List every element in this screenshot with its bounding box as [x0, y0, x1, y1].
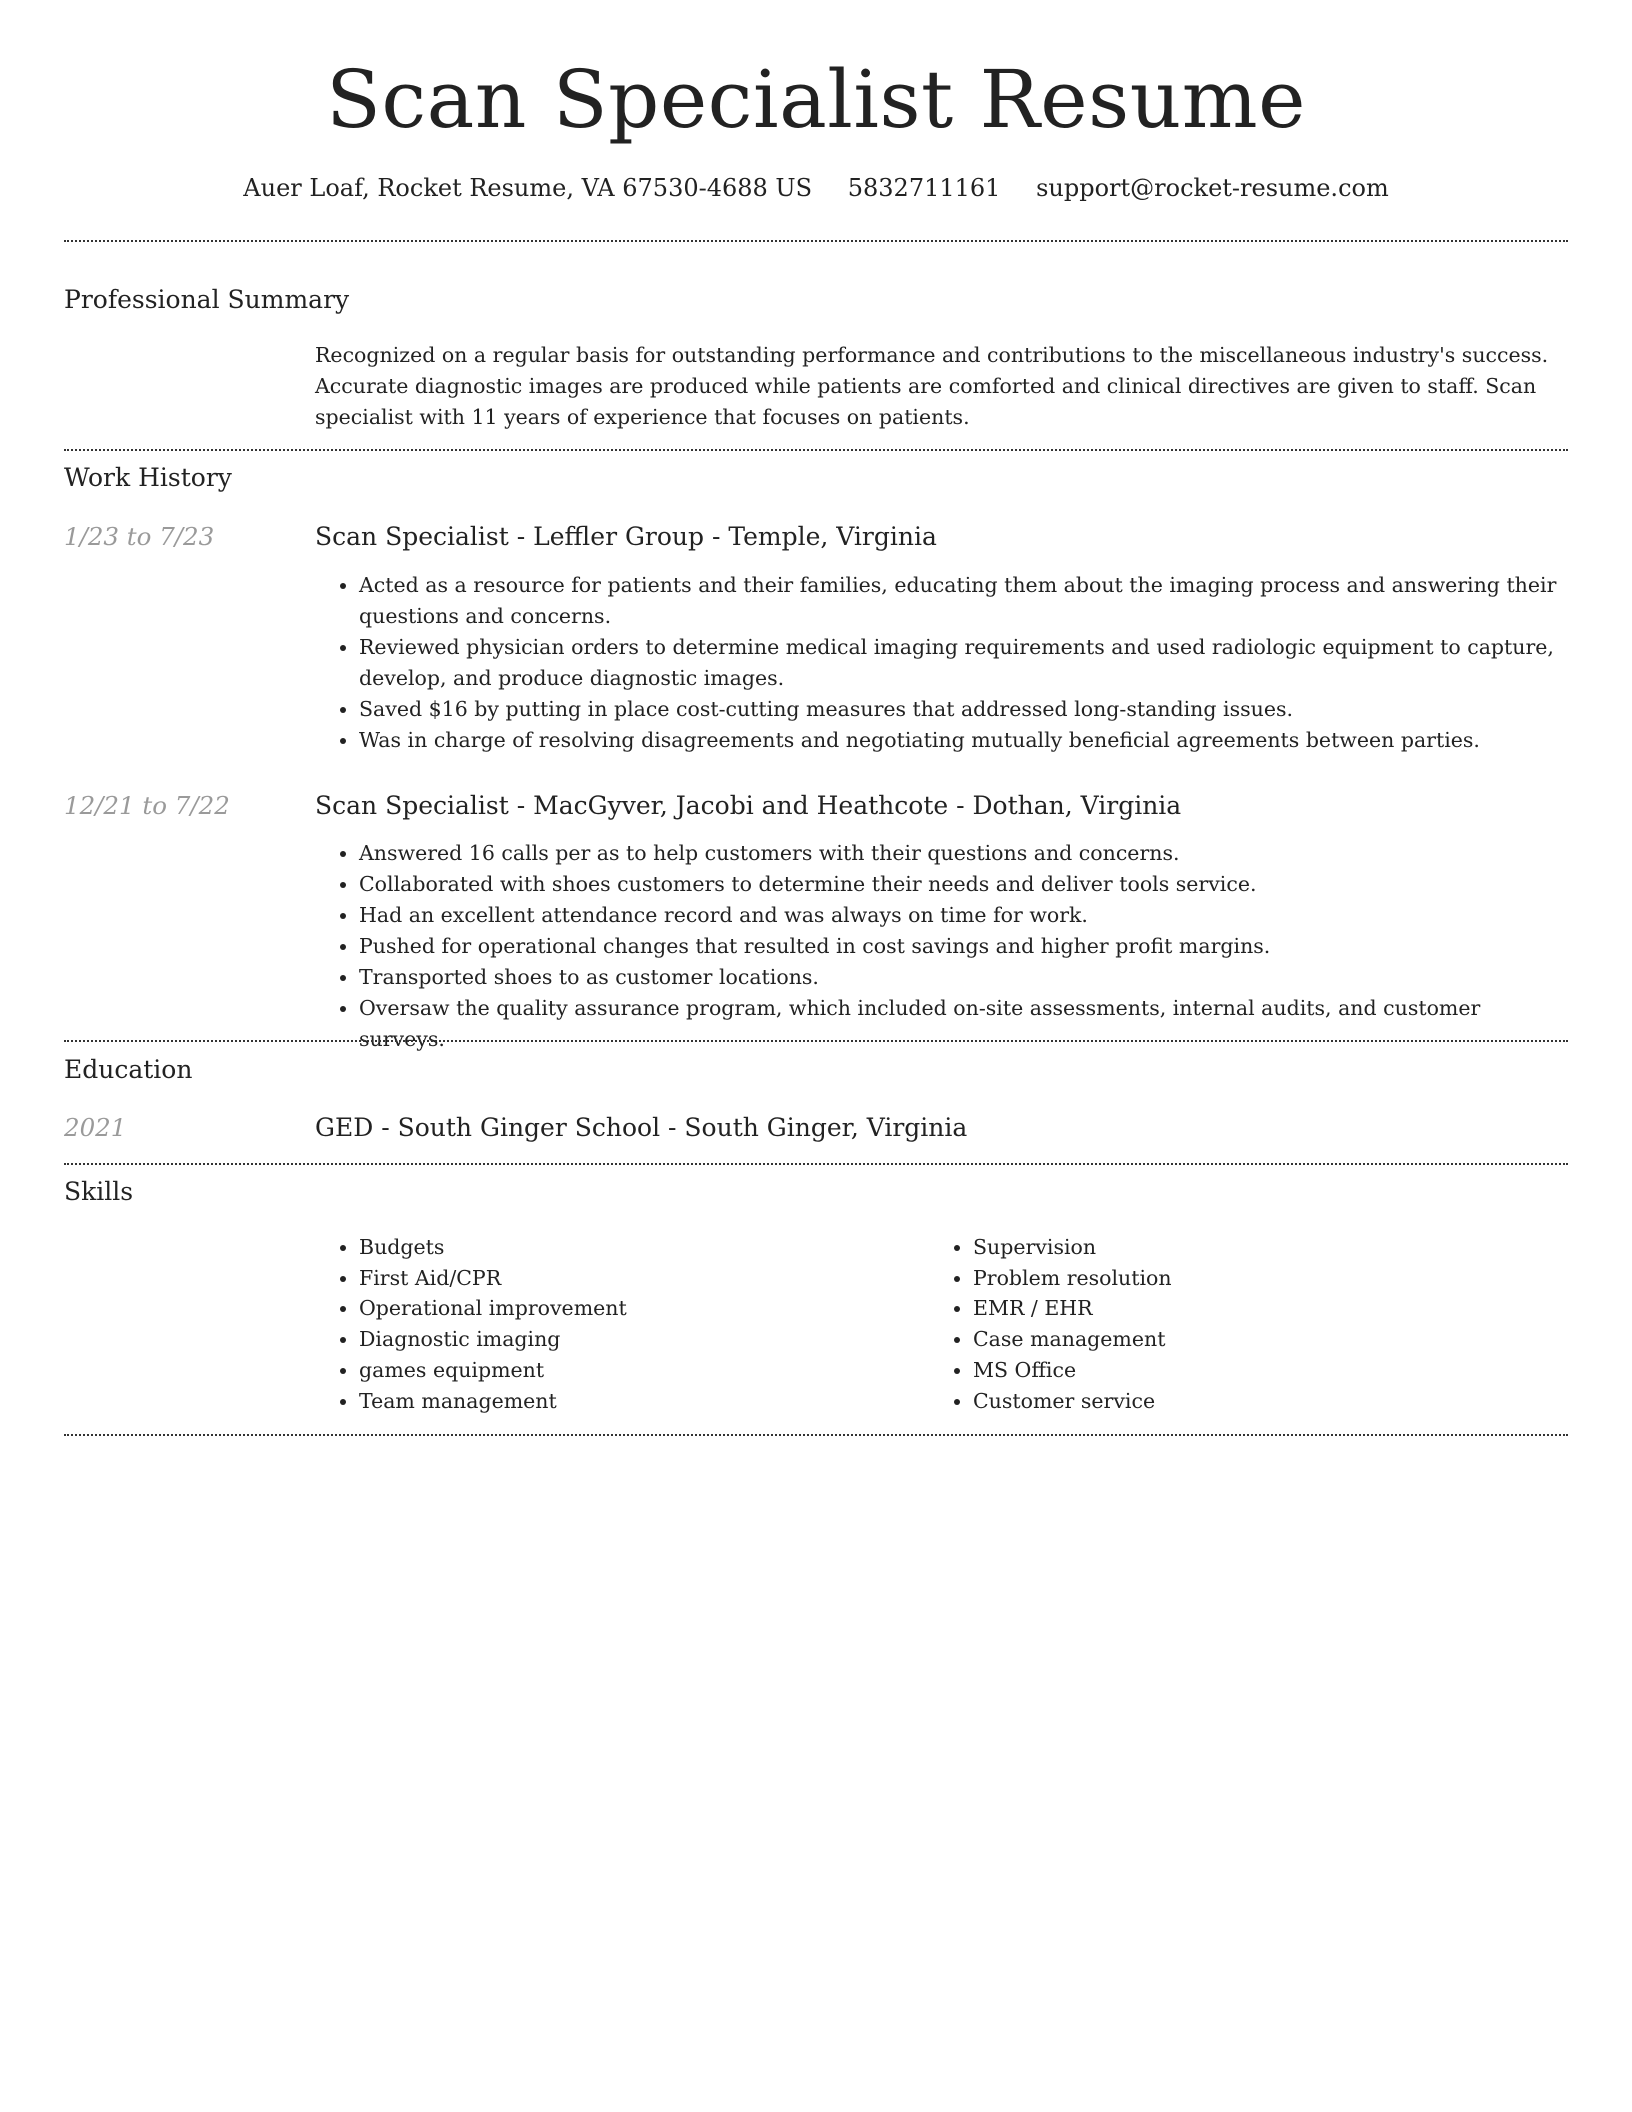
- skill-item: • Team management: [359, 1386, 919, 1417]
- skill-item: • Diagnostic imaging: [359, 1324, 919, 1355]
- job-bullets: [315, 838, 1570, 1055]
- skills-list-right: [929, 1232, 1573, 1416]
- skill-item: • Budgets: [359, 1232, 919, 1263]
- job-bullet: • Acted as a resource for patients and their families, educating them about the imaging process and answering their questions and concerns.: [359, 570, 1570, 632]
- contact-address: Auer Loaf, Rocket Resume, VA 67530-4688 US: [243, 174, 813, 202]
- skill-item: • Problem resolution: [973, 1263, 1573, 1294]
- summary-text: Recognized on a regular basis for outstanding performance and contributions to the miscellaneous industry's success. Accurate diagnostic images are produced while patients are comforted and clinical directives are given to staff. Scan specialist with 11 years of experience that focuses on patients.: [315, 343, 1549, 429]
- section-heading-education: Education: [64, 1055, 193, 1084]
- job-title: Scan Specialist - MacGyver, Jacobi and Heathcote - Dothan, Virginia: [315, 791, 1182, 820]
- job-dates: 12/21 to 7/22: [64, 791, 230, 820]
- skill-item: • First Aid/CPR: [359, 1263, 919, 1294]
- resume-title: Scan Specialist Resume: [326, 53, 1306, 146]
- section-heading-work-history: Work History: [64, 463, 232, 492]
- job-bullet: • Answered 16 calls per as to help customers with their questions and concerns.: [359, 838, 1570, 869]
- divider: [64, 240, 1568, 242]
- skill-item: • Customer service: [973, 1386, 1573, 1417]
- divider: [64, 1434, 1568, 1436]
- contact-email: support@rocket-resume.com: [1036, 174, 1389, 202]
- job-bullet: • Reviewed physician orders to determine medical imaging requirements and used radiologic equipment to capture, develop, and produce diagnostic images.: [359, 632, 1570, 694]
- divider: [64, 449, 1568, 451]
- divider: [64, 1040, 1568, 1042]
- skill-item: • Supervision: [973, 1232, 1573, 1263]
- job-bullet: • Oversaw the quality assurance program, which included on-site assessments, internal audits, and customer surveys.: [359, 993, 1570, 1055]
- skills-list-left: [315, 1232, 919, 1416]
- job-bullet: • Collaborated with shoes customers to determine their needs and deliver tools service.: [359, 869, 1570, 900]
- job-bullet: • Transported shoes to as customer locations.: [359, 962, 1570, 993]
- divider: [64, 1163, 1568, 1165]
- education-entry: GED - South Ginger School - South Ginger, Virginia: [315, 1113, 968, 1142]
- skill-item: • MS Office: [973, 1355, 1573, 1386]
- job-title: Scan Specialist - Leffler Group - Temple, Virginia: [315, 522, 937, 551]
- job-bullet: • Was in charge of resolving disagreements and negotiating mutually beneficial agreements between parties.: [359, 725, 1570, 756]
- contact-line: [0, 170, 1632, 206]
- skill-item: • Case management: [973, 1324, 1573, 1355]
- job-bullet: • Saved $16 by putting in place cost-cutting measures that addressed long-standing issues.: [359, 694, 1570, 725]
- job-bullet: • Pushed for operational changes that resulted in cost savings and higher profit margins.: [359, 931, 1570, 962]
- job-bullets: [315, 570, 1570, 756]
- skill-item: • EMR / EHR: [973, 1293, 1573, 1324]
- section-heading-summary: Professional Summary: [64, 285, 350, 314]
- education-year: 2021: [64, 1113, 127, 1142]
- skill-item: • Operational improvement: [359, 1293, 919, 1324]
- job-bullet: • Had an excellent attendance record and was always on time for work.: [359, 900, 1570, 931]
- contact-phone: 5832711161: [847, 174, 1001, 202]
- skill-item: • games equipment: [359, 1355, 919, 1386]
- job-dates: 1/23 to 7/23: [64, 522, 215, 551]
- section-heading-skills: Skills: [64, 1177, 134, 1206]
